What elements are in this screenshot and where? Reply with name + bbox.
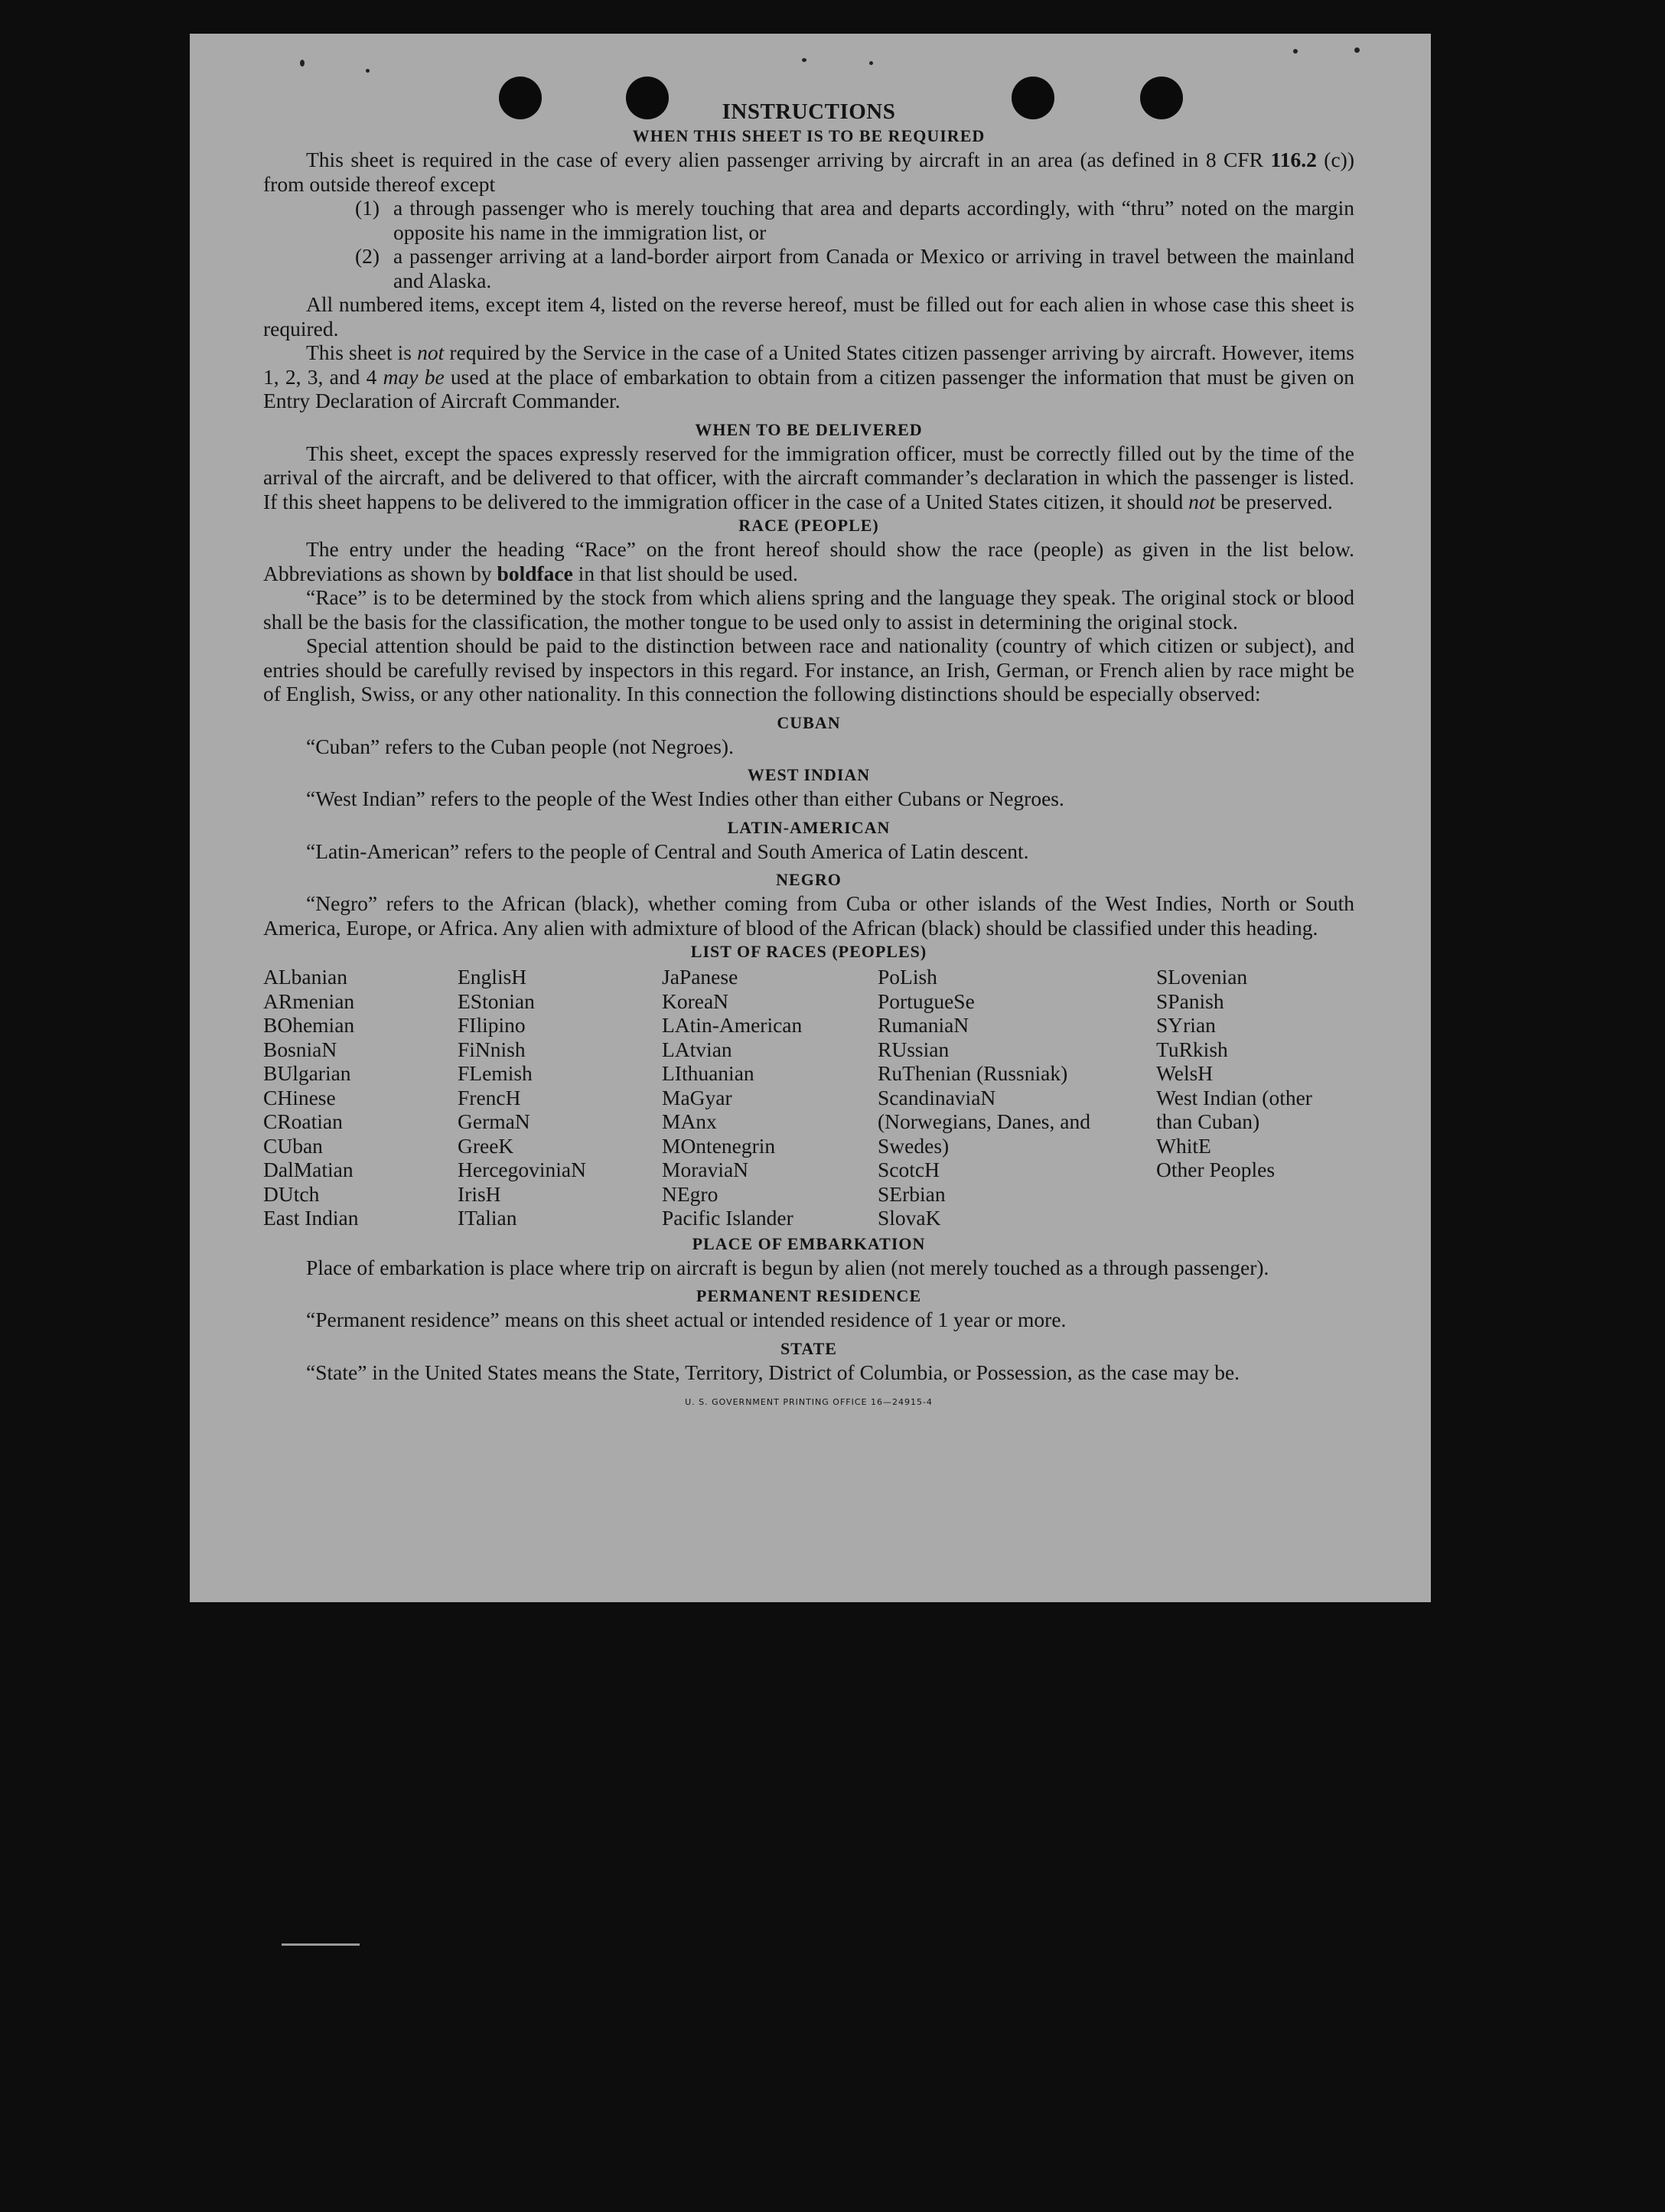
race-item: WhitE (1156, 1133, 1211, 1158)
race-item: MoraviaN (662, 1158, 749, 1181)
race-item: PoLish (878, 965, 937, 989)
paragraph-citizen: This sheet is not required by the Service in the case of a United States citizen passenger arriving by aircraft. However, items 1, 2, 3, and 4 may be used at the place of embarkation to obtain from a citizen passenger the information that must be given on Entry Declaration of Aircraft Commander. (263, 340, 1354, 412)
scan-speck (1354, 47, 1360, 53)
race-item: JaPanese (662, 965, 738, 989)
section-heading-delivered: WHEN TO BE DELIVERED (695, 419, 923, 439)
paragraph-race-nationality: Special attention should be paid to the distinction between race and nationality (country of which citizen or subject), and entries should be carefully revised by inspectors in this regard. For instance, an Irish, German, or French alien by race might be of English, Swiss, or any other nationality. In this connection the following distinctions should be especially observed: (263, 634, 1354, 705)
race-item: SPanish (1156, 989, 1224, 1013)
race-item: LIthuanian (662, 1061, 754, 1085)
race-item: GreeK (458, 1133, 514, 1158)
race-item: MOntenegrin (662, 1133, 776, 1158)
race-column (662, 965, 878, 1230)
exception-item-2: (2) a passenger arriving at a land-border airport from Canada or Mexico or arriving in travel between the mainland and Alaska. (355, 244, 1354, 292)
paragraph-state: “State” in the United States means the State, Territory, District of Columbia, or Possession, as the case may be. (306, 1360, 1240, 1384)
section-heading-latin-american: LATIN-AMERICAN (727, 817, 891, 837)
instruction-sheet (190, 34, 1431, 1602)
race-item: EStonian (458, 989, 535, 1013)
race-column (1156, 965, 1347, 1230)
printing-office-imprint: U. S. GOVERNMENT PRINTING OFFICE 16—24915-4 (685, 1397, 933, 1407)
paragraph-cuban: “Cuban” refers to the Cuban people (not Negroes). (306, 734, 734, 758)
section-heading-state: STATE (780, 1338, 837, 1358)
race-item: LAtvian (662, 1037, 732, 1061)
race-item: FLemish (458, 1061, 533, 1085)
race-item: RumaniaN (878, 1013, 969, 1037)
paragraph-delivered: This sheet, except the spaces expressly reserved for the immigration officer, must be correctly filled out by the time of the arrival of the aircraft, and be delivered to that officer, with the aircraft commander’s declaration in which the passenger is listed. If this sheet happens to be delivered to the immigration officer in the case of a United States citizen, it should not be preserved. (263, 441, 1354, 513)
race-item: SlovaK (878, 1206, 941, 1230)
race-item: HercegoviniaN (458, 1158, 586, 1181)
scan-speck (300, 60, 305, 67)
race-item: FiNnish (458, 1037, 526, 1061)
section-heading-negro: NEGRO (776, 870, 842, 889)
race-item: Other Peoples (1156, 1158, 1276, 1181)
paragraph-latin-american: “Latin-American” refers to the people of Central and South America of Latin descent. (306, 839, 1029, 863)
punch-hole (1012, 77, 1054, 119)
punch-hole (626, 77, 669, 119)
race-column (878, 965, 1156, 1230)
race-item: TuRkish (1156, 1037, 1228, 1061)
race-item: PortugueSe (878, 989, 975, 1013)
race-item: SErbian (878, 1181, 946, 1206)
race-item: BosniaN (263, 1037, 337, 1061)
race-item: FrencH (458, 1085, 521, 1109)
race-item: DUtch (263, 1181, 320, 1206)
race-item: CRoatian (263, 1109, 343, 1133)
paragraph-race-entry: The entry under the heading “Race” on the front hereof should show the race (people) as given in the list below. Abbreviations as shown by boldface in that list should be used. (263, 537, 1354, 585)
race-item: RUssian (878, 1037, 950, 1061)
race-item: FIlipino (458, 1013, 526, 1037)
race-item: MAnx (662, 1109, 717, 1133)
paragraph-embarkation: Place of embarkation is place where trip on aircraft is begun by alien (not merely touched as a through passenger). (306, 1255, 1269, 1279)
race-item: East Indian (263, 1206, 359, 1230)
race-item: EnglisH (458, 965, 527, 989)
page-title: INSTRUCTIONS (722, 99, 896, 124)
race-item: NEgro (662, 1181, 718, 1206)
scan-speck (802, 58, 806, 62)
section-heading-residence: PERMANENT RESIDENCE (696, 1286, 922, 1305)
exception-item-1: (1) a through passenger who is merely touching that area and departs accordingly, with “thru” noted on the margin opposite his name in the immigration list, or (355, 196, 1354, 244)
race-item: CUban (263, 1133, 323, 1158)
paragraph-negro: “Negro” refers to the African (black), whether coming from Cuba or other islands of the West Indies, North or South America, Europe, or Africa. Any alien with admixture of blood of the African (black) should be classified under this heading. (263, 891, 1354, 940)
race-item: ScotcH (878, 1158, 940, 1181)
race-item: SYrian (1156, 1013, 1216, 1037)
paragraph-west-indian: “West Indian” refers to the people of the West Indies other than either Cubans or Negroes. (306, 787, 1064, 810)
race-item: LAtin-American (662, 1013, 803, 1037)
race-item: Pacific Islander (662, 1206, 793, 1230)
race-item: CHinese (263, 1085, 336, 1109)
race-item: ARmenian (263, 989, 355, 1013)
race-item: ALbanian (263, 965, 347, 989)
paragraph-numbered-items: All numbered items, except item 4, listed on the reverse hereof, must be filled out for each alien in whose case this sheet is required. (263, 292, 1354, 340)
race-item: IrisH (458, 1181, 501, 1206)
paragraph-race-definition: “Race” is to be determined by the stock from which aliens spring and the language they speak. The original stock or blood shall be the basis for the classification, the mother tongue to be used only to assist in determining the original stock. (263, 585, 1354, 634)
scan-speck (869, 61, 873, 65)
section-heading-embarkation: PLACE OF EMBARKATION (692, 1233, 926, 1253)
race-column (263, 965, 458, 1230)
race-item: SLovenian (1156, 965, 1248, 989)
race-item: DalMatian (263, 1158, 354, 1181)
paragraph-required-intro: This sheet is required in the case of every alien passenger arriving by aircraft in an area (as defined in 8 CFR 116.2 (c)) from outside thereof except (263, 148, 1354, 196)
race-item: West Indian (other than Cuban) (1156, 1085, 1312, 1133)
race-item: MaGyar (662, 1085, 732, 1109)
paragraph-residence: “Permanent residence” means on this sheet actual or intended residence of 1 year or more. (306, 1308, 1067, 1331)
race-item: ScandinaviaN (Norwegians, Danes, and Swedes) (878, 1085, 1090, 1158)
race-item: GermaN (458, 1109, 530, 1133)
race-item: WelsH (1156, 1061, 1214, 1085)
film-scratch (282, 1943, 360, 1946)
scan-speck (1293, 49, 1298, 54)
race-item: KoreaN (662, 989, 729, 1013)
race-item: ITalian (458, 1206, 517, 1230)
section-heading-west-indian: WEST INDIAN (747, 765, 871, 784)
section-heading-cuban: CUBAN (777, 712, 841, 732)
section-heading-list-of-races: LIST OF RACES (PEOPLES) (690, 942, 927, 961)
section-heading-race: RACE (PEOPLE) (738, 516, 879, 535)
scan-speck (366, 69, 370, 73)
punch-hole (499, 77, 542, 119)
race-item: BUlgarian (263, 1061, 351, 1085)
race-item: BOhemian (263, 1013, 355, 1037)
race-column (458, 965, 662, 1230)
punch-hole (1140, 77, 1183, 119)
race-item: RuThenian (Russniak) (878, 1061, 1068, 1085)
race-list (263, 965, 1354, 1230)
section-heading-required: WHEN THIS SHEET IS TO BE REQUIRED (632, 126, 986, 145)
